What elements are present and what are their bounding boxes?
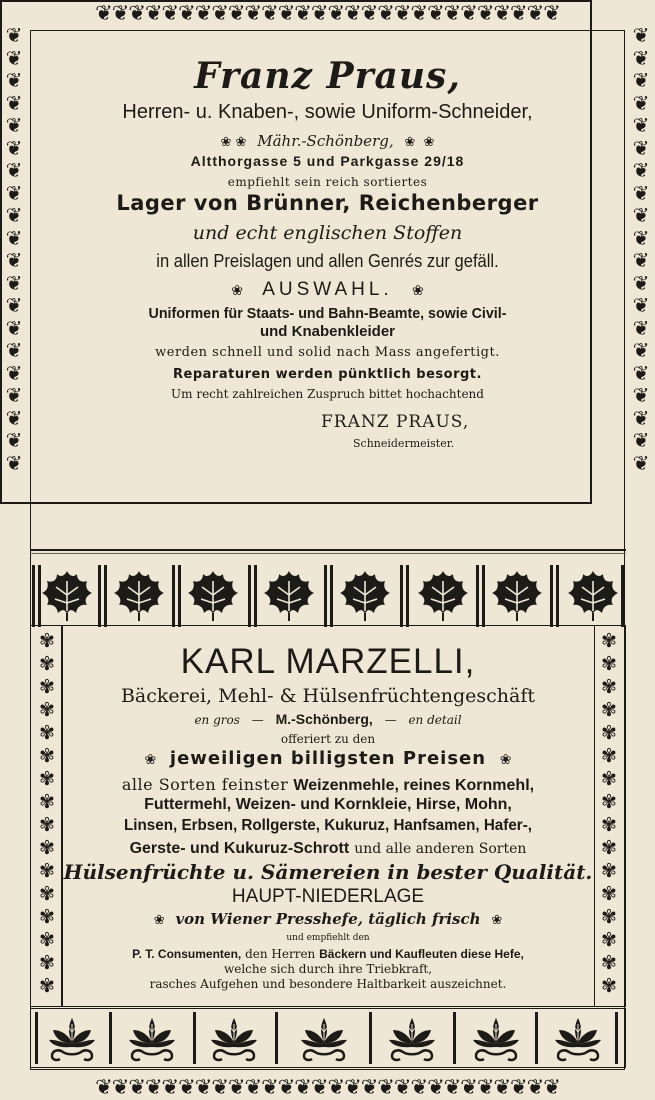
leaf-icon: [112, 567, 166, 623]
stock-line: Lager von Brünner, Reichenberger: [116, 191, 539, 215]
ornamental-border-right: ✾ ✾ ✾ ✾ ✾ ✾ ✾ ✾ ✾ ✾ ✾ ✾ ✾ ✾ ✾ ✾: [601, 630, 617, 997]
town-name: M.-Schönberg,: [275, 711, 373, 727]
lotus-ornament-strip: [30, 1008, 626, 1068]
product-line-1: [63, 775, 593, 795]
separator-rule: [30, 549, 626, 551]
strip-divider: [476, 565, 479, 627]
ornamental-border-left: ❦ ❦ ❦ ❦ ❦ ❦ ❦ ❦ ❦ ❦ ❦ ❦ ❦ ❦ ❦ ❦ ❦ ❦ ❦ ❦: [5, 24, 23, 475]
trade-line: Herren- u. Knaben-, sowie Uniform-Schneider,: [122, 101, 533, 123]
consumers-target: Bäckern und Kaufleuten diese Hefe,: [319, 947, 524, 961]
flower-icon: ❀: [231, 282, 243, 298]
leaf-icon: [40, 567, 94, 623]
product-line-3: Linsen, Erbsen, Rollgerste, Kukuruz, Hanfsamen, Hafer-,: [124, 817, 532, 834]
request-line: Um recht zahlreichen Zuspruch bittet hochachtend: [171, 387, 484, 401]
signature: FRANZ PRAUS,: [321, 412, 470, 432]
lotus-icon: [387, 1012, 437, 1064]
prices-text: jeweiligen billigsten Preisen: [169, 748, 487, 769]
company-name: KARL MARZELLI,: [180, 642, 476, 681]
strip-divider: [615, 1012, 618, 1064]
flower-icon: ❀: [499, 752, 512, 768]
leaf-icon: [186, 567, 240, 623]
address-line: Altthorgasse 5 und Parkgasse 29/18: [190, 153, 465, 169]
karl-marzelli-advertisement: [30, 625, 626, 1007]
uniforms-line-1: Uniformen für Staats- und Bahn-Beamte, sowie Civil-: [148, 305, 507, 322]
company-name: Franz Praus,: [194, 55, 461, 97]
leaf-icon: [490, 567, 544, 623]
yeast-text: von Wiener Presshefe, täglich frisch: [175, 910, 481, 928]
dash: —: [251, 713, 264, 727]
product-list: Gerste- und Kukuruz-Schrott: [129, 840, 350, 857]
flower-icon: ❀: [412, 282, 424, 298]
strip-divider: [275, 1012, 278, 1064]
lotus-icon: [553, 1012, 603, 1064]
strip-divider: [98, 565, 101, 627]
recommends-line: und empfiehlt den: [286, 933, 370, 943]
lotus-icon: [127, 1012, 177, 1064]
strip-divider: [550, 565, 553, 627]
repairs-line: Reparaturen werden pünktlich besorgt.: [173, 367, 482, 382]
recommends-line: empfiehlt sein reich sortiertes: [227, 175, 428, 189]
consumers-line: [63, 947, 593, 961]
strip-divider: [178, 565, 181, 627]
uniforms-line-2: und Knabenkleider: [259, 323, 396, 340]
consumers-label: P. T. Consumenten,: [132, 947, 242, 961]
strip-divider: [32, 565, 35, 627]
strip-divider: [556, 565, 559, 627]
trade-line: Bäckerei, Mehl- & Hülsenfrüchtengeschäft: [120, 685, 536, 707]
strip-divider: [330, 565, 333, 627]
leaf-icon: [338, 567, 392, 623]
offers-line: offeriert zu den: [280, 732, 376, 746]
strip-divider: [482, 565, 485, 627]
retail-label: en detail: [408, 713, 462, 727]
flower-icon: ❀ ❀: [220, 135, 247, 150]
leaf-icon: [416, 567, 470, 623]
product-suffix: und alle anderen Sorten: [354, 841, 527, 857]
ornamental-border-right: ❦ ❦ ❦ ❦ ❦ ❦ ❦ ❦ ❦ ❦ ❦ ❦ ❦ ❦ ❦ ❦ ❦ ❦ ❦ ❦: [632, 24, 650, 475]
leaf-ornament-strip: [30, 565, 626, 627]
fabrics-line: und echt englischen Stoffen: [192, 222, 463, 244]
product-list: Weizenmehle, reines Kornmehl,: [293, 777, 535, 794]
lotus-icon: [471, 1012, 521, 1064]
product-line-2: Futtermehl, Weizen- und Kornkleie, Hirse, Mohn,: [144, 796, 512, 813]
flower-icon: ❀: [144, 752, 157, 768]
strip-divider: [535, 1012, 538, 1064]
prices-line: [63, 748, 593, 769]
strip-divider: [453, 1012, 456, 1064]
wholesale-label: en gros: [194, 713, 240, 727]
strip-divider: [193, 1012, 196, 1064]
separator-rule-thin: [30, 553, 626, 554]
drive-line: welche sich durch ihre Triebkraft,: [223, 962, 433, 976]
signature-title: Schneidermeister.: [353, 437, 455, 450]
side-rule: [594, 626, 596, 1006]
flower-icon: ❀ ❀: [404, 135, 435, 150]
ad2-text-frame: [63, 626, 593, 1006]
leaf-icon: [566, 567, 620, 623]
product-line-4: [63, 838, 593, 858]
lotus-icon: [47, 1012, 97, 1064]
yeast-line: [63, 910, 593, 928]
strip-divider: [172, 565, 175, 627]
depot-line: HAUPT-NIEDERLAGE: [231, 886, 425, 907]
strip-divider: [621, 565, 624, 627]
sales-line: [63, 711, 593, 727]
flower-icon: ❀: [491, 913, 503, 928]
selection-word: AUSWAHL.: [262, 279, 393, 300]
strip-divider: [248, 565, 251, 627]
product-prefix: alle Sorten feinster: [121, 775, 289, 794]
strip-divider: [406, 565, 409, 627]
strip-divider: [109, 1012, 112, 1064]
town-name: Mähr.-Schönberg,: [257, 132, 394, 150]
dash: —: [384, 713, 397, 727]
flower-icon: ❀: [153, 913, 165, 928]
legumes-line: Hülsenfrüchte u. Sämereien in bester Qualität.: [63, 860, 593, 884]
strip-divider: [254, 565, 257, 627]
selection-line: [31, 279, 624, 301]
leaf-icon: [262, 567, 316, 623]
lotus-icon: [299, 1012, 349, 1064]
town-line: [31, 132, 624, 150]
strip-divider: [35, 1012, 38, 1064]
strip-divider: [369, 1012, 372, 1064]
ornamental-border-top: ❦❦❦❦❦❦❦❦❦❦❦❦❦❦❦❦❦❦❦❦❦❦❦❦❦❦❦❦: [95, 1, 560, 25]
ornamental-border-left: ✾ ✾ ✾ ✾ ✾ ✾ ✾ ✾ ✾ ✾ ✾ ✾ ✾ ✾ ✾ ✾: [39, 630, 55, 997]
lotus-icon: [209, 1012, 259, 1064]
prices-line: in allen Preislagen und allen Genrés zur gefäll.: [156, 251, 499, 271]
strip-divider: [324, 565, 327, 627]
strip-divider: [104, 565, 107, 627]
strip-divider: [400, 565, 403, 627]
consumers-mid: den Herren: [245, 947, 316, 961]
ornamental-border-bottom: ❦❦❦❦❦❦❦❦❦❦❦❦❦❦❦❦❦❦❦❦❦❦❦❦❦❦❦❦: [95, 1075, 560, 1099]
rising-line: rasches Aufgehen und besondere Haltbarkeit auszeichnet.: [149, 977, 507, 991]
made-line: werden schnell und solid nach Mass angefertigt.: [155, 345, 500, 360]
